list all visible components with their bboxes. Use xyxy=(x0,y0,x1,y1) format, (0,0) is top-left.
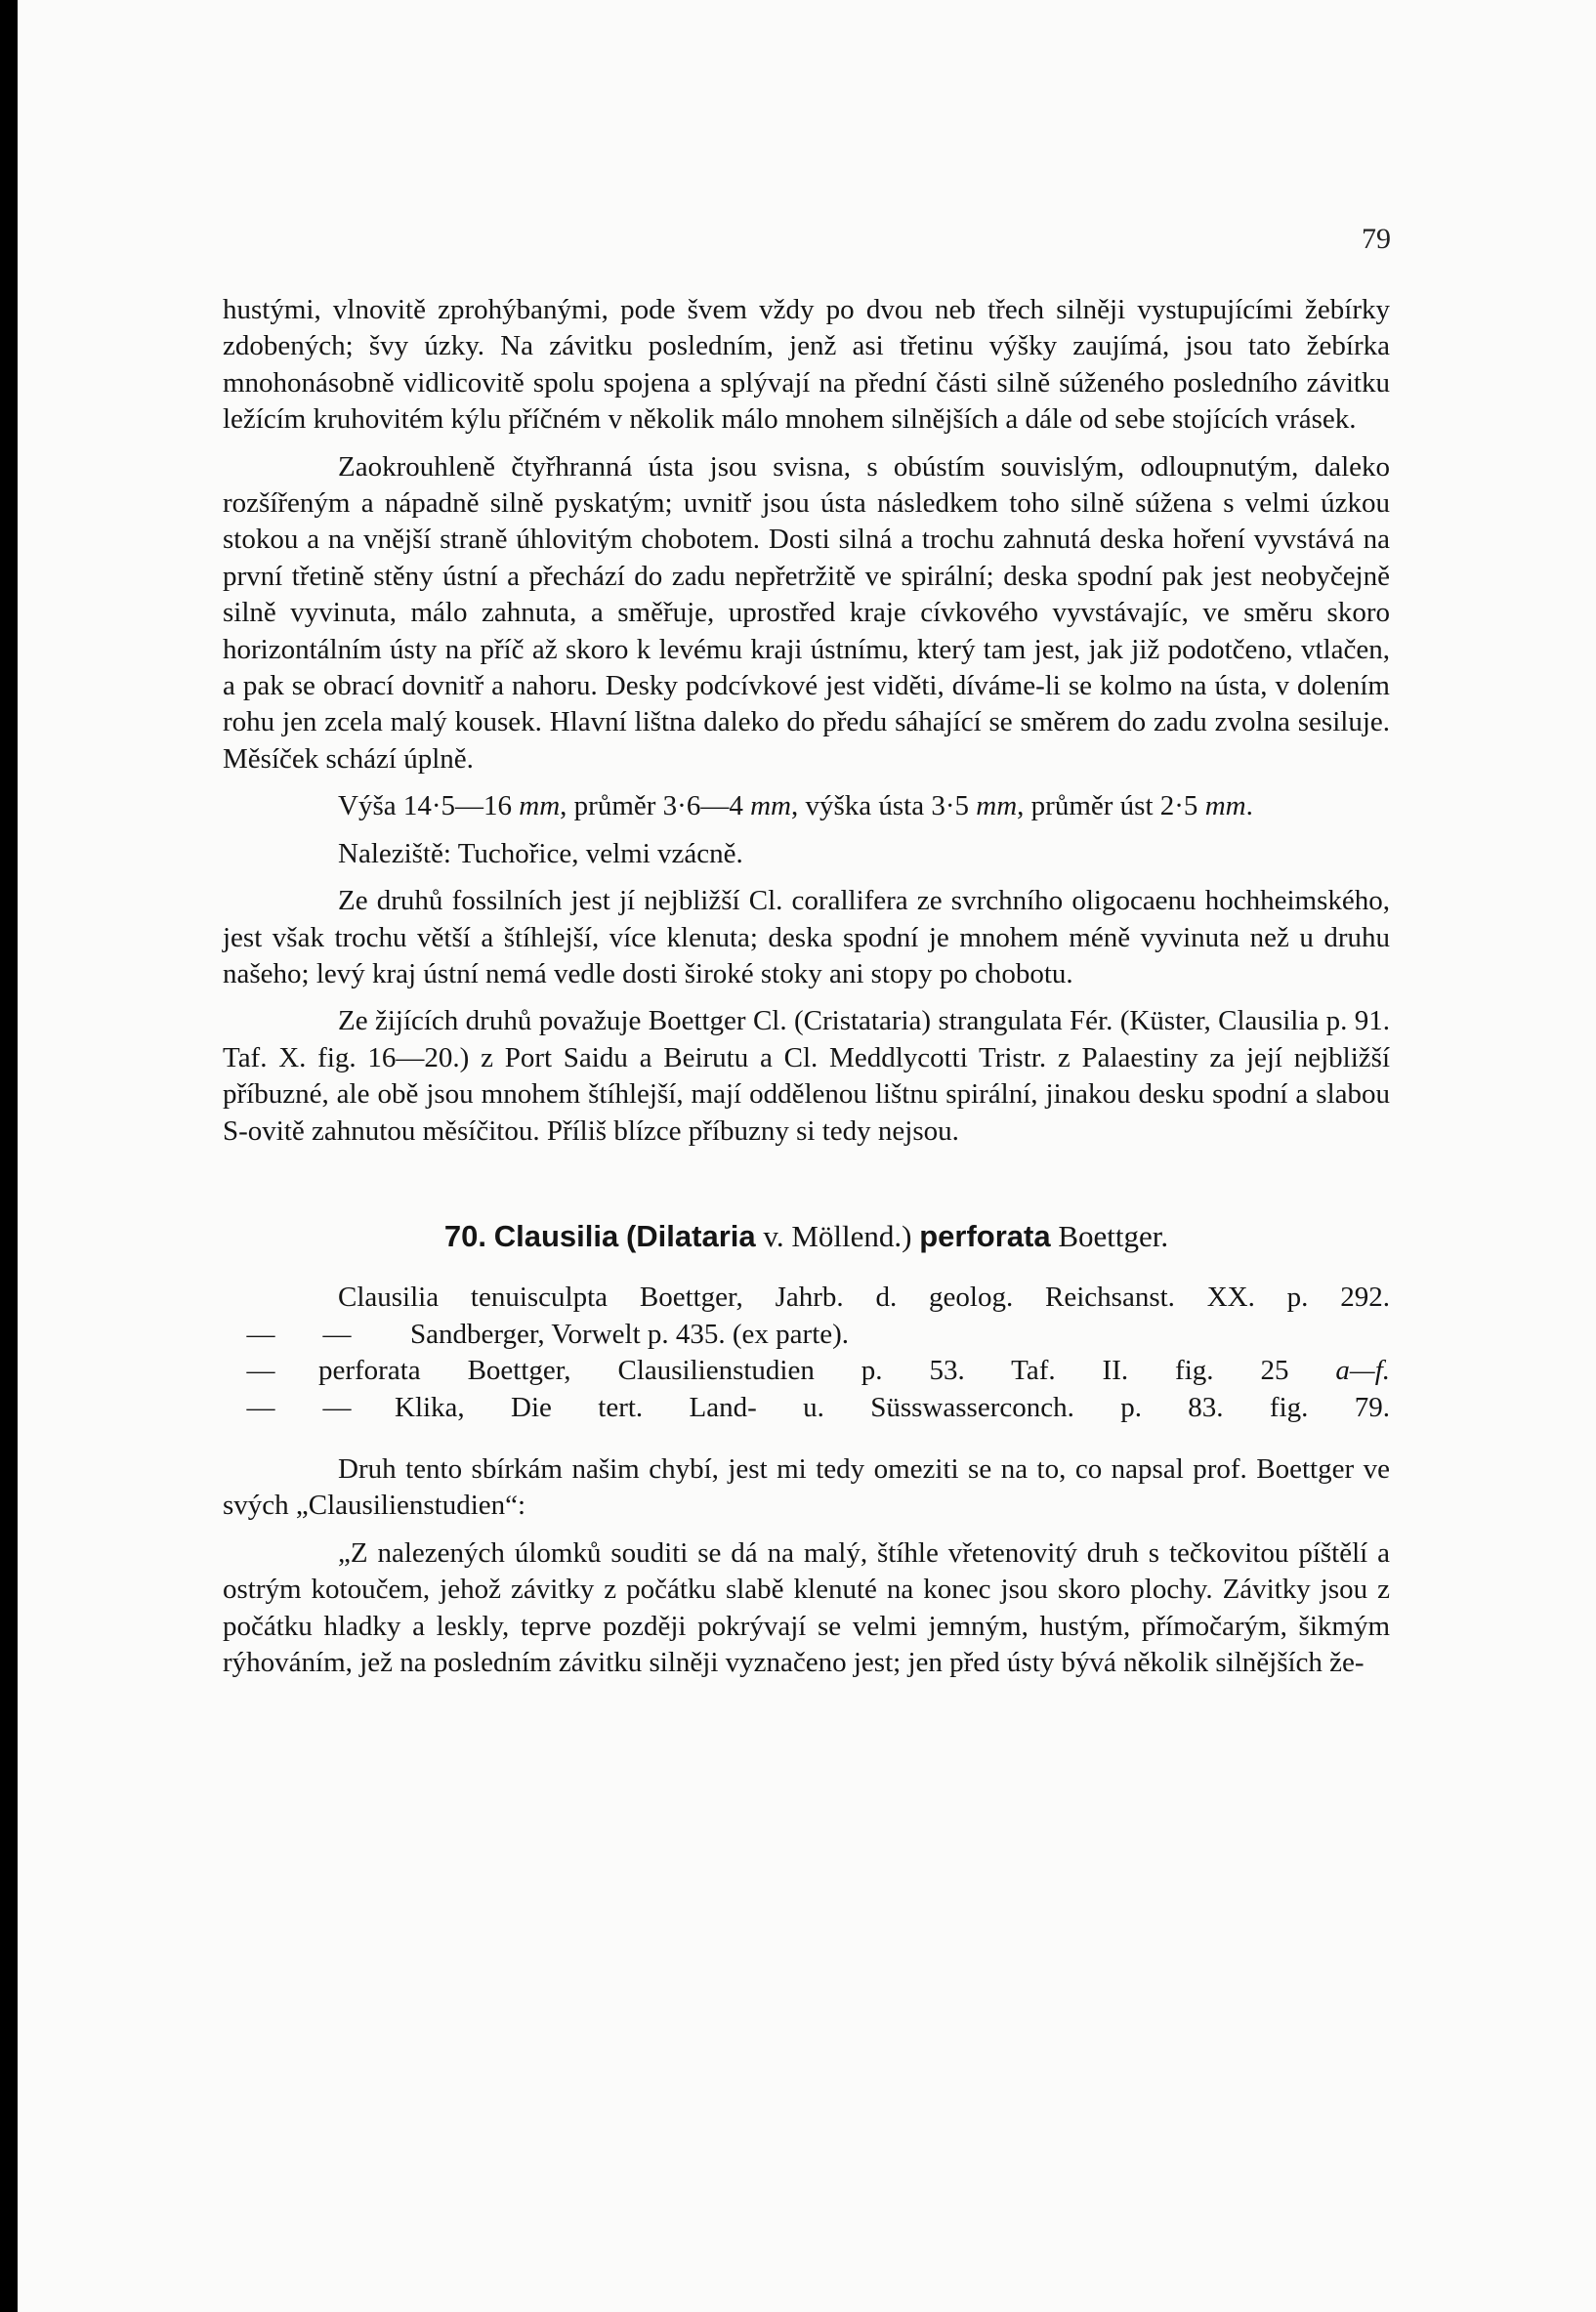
synonymy-text: Sandberger, Vorwelt p. 435. (ex parte). xyxy=(410,1318,850,1350)
synonymy-text: Klika, Die tert. Land- u. Süsswasserconch. p. 83. fig. 79. xyxy=(395,1391,1390,1423)
label-mouth-height: výška ústa xyxy=(805,790,925,822)
synonymy-text xyxy=(318,1353,1390,1389)
figure-range: a—f. xyxy=(1335,1355,1391,1387)
label-diameter: průměr xyxy=(573,790,656,822)
synonymy-entry xyxy=(223,1353,1390,1389)
species-heading xyxy=(223,1218,1390,1254)
synonymy-entry xyxy=(223,1317,1390,1353)
body-text xyxy=(223,292,1390,1692)
mouth-diameter-value: 2·5 xyxy=(1159,790,1198,822)
synonymy-entry xyxy=(223,1390,1390,1426)
subgenus-author: v. Möllend.) xyxy=(763,1218,912,1253)
mouth-height-value: 3·5 xyxy=(931,790,970,822)
ditto-dash: — xyxy=(322,1318,352,1350)
document-page xyxy=(18,0,1596,2312)
paragraph-measurements: Výša 14·5—16 mm, průměr 3·6—4 mm, výška ústa 3·5 mm, průměr úst 2·5 mm. xyxy=(338,790,1253,822)
ditto-dash: — xyxy=(246,1318,275,1350)
paragraph-fossil-comparison: Ze druhů fossilních jest jí nejbližší Cl. corallifera ze svrchního oligocaenu hochheimského, jest však trochu větší a štíhlejší, více klenuta; deska spodní je mnohem méně vyvinuta než u druhu našeho; levý kraj ústní nemá vedle dosti široké stoky ani stopy po chobotu. xyxy=(223,885,1390,989)
species-number: 70. xyxy=(443,1218,486,1253)
unit-mm: mm xyxy=(519,790,561,822)
unit-mm: mm xyxy=(1204,790,1246,822)
unit-mm: mm xyxy=(750,790,791,822)
diameter-value: 3·6—4 xyxy=(662,790,743,822)
height-value: 14·5—16 xyxy=(402,790,513,822)
genus-name: Clausilia xyxy=(493,1218,619,1253)
synonymy-list xyxy=(223,1280,1390,1426)
label-height: Výša xyxy=(338,790,397,822)
locality-label: Naleziště: xyxy=(338,837,451,869)
paragraph-aperture-description: Zaokrouhleně čtyřhranná ústa jsou svisna, s obústím souvislým, odloupnutým, daleko rozšířeným a nápadně silně pyskatým; uvnitř jsou ústa následkem toho silně súžena s velmi úzkou stokou a na vnější straně úhlovitým chobotem. Dosti silná a trochu zahnutá deska hoření vyvstává na první třetině stěny ústní a přechází do zadu nepřetržitě ve spirální; deska spodní pak jest neobyčejně silně vyvinuta, málo zahnuta, a směřuje, uprostřed kraje cívkového vyvstávajíc, ve směru skoro horizontálním ústy na příč až skoro k levému kraji ústnímu, který tam jest, jak již podotčeno, vtlačen, a pak se obrací dovnitř a nahoru. Desky podcívkové jest viděti, díváme-li se kolmo na ústa, v dolením rohu jen zcela malý kousek. Hlavní lištna daleko do předu sáhající se směrem do zadu zvolna sesiluje. Měsíček schází úplně. xyxy=(223,450,1390,775)
ditto-dash: — xyxy=(322,1391,352,1423)
paragraph-locality xyxy=(223,836,1390,872)
species-name: perforata xyxy=(919,1218,1051,1253)
synonymy-entry xyxy=(223,1280,1390,1316)
ditto-dash: — xyxy=(246,1355,275,1387)
paragraph-living-comparison: Ze žijících druhů považuje Boettger Cl. (Cristataria) strangulata Fér. (Küster, Clausilia p. 91. Taf. X. fig. 16—20.) z Port Saidu a Beirutu a Cl. Meddlycotti Tristr. z Palaestiny za její nejbližší příbuzné, ale obě jsou mnohem štíhlejší, mají oddělenou lištnu spirální, jinakou desku spodní a slabou S-ovitě zahnutou měsíčitou. Příliš blízce příbuzny si tedy nejsou. xyxy=(223,1005,1390,1147)
synonymy-citation: perforata Boettger, Clausilienstudien p. 53. Taf. II. fig. 25 xyxy=(318,1355,1289,1387)
unit-mm: mm xyxy=(976,790,1018,822)
species-author: Boettger. xyxy=(1058,1218,1169,1253)
subgenus-name: (Dilataria xyxy=(625,1218,756,1253)
locality-value: Tuchořice, velmi vzácně. xyxy=(457,837,743,869)
label-mouth-diameter: průměr úst xyxy=(1030,790,1154,822)
paragraph-shell-description: hustými, vlnovitě zprohýbanými, pode švem vždy po dvou neb třech silněji vystupujícími žebírky zdobených; švy úzky. Na závitku posledním, jenž asi třetinu výšky zaujímá, jsou tato žebírka mnohonásobně vidlicovitě spolu spojena a splývají na přední části silně súženého posledního závitku ležícím kruhovitém kýlu příčném v několik málo mnohem silnějších a dále od sebe stojících vrásek. xyxy=(223,294,1390,436)
page-number: 79 xyxy=(1362,223,1391,255)
synonymy-text: Clausilia tenuisculpta Boettger, Jahrb. d. geolog. Reichsanst. XX. p. 292. xyxy=(338,1282,1390,1314)
paragraph-collection-note: Druh tento sbírkám našim chybí, jest mi tedy omeziti se na to, co napsal prof. Boettger ve svých „Clausilienstudien“: xyxy=(223,1452,1390,1522)
paragraph-quotation: „Z nalezených úlomků souditi se dá na malý, štíhle vřetenovitý druh s tečkovitou píštělí a ostrým kotoučem, jehož závitky z počátku slabě klenuté na konec jsou skoro plochy. Závitky jsou z počátku hladky a leskly, teprve později pokrývají se velmi jemným, hustým, přímočarým, šikmým rýhováním, jež na posledním závitku silněji vyznačeno jest; jen před ústy bývá několik silnějších že- xyxy=(223,1536,1390,1678)
ditto-dash: — xyxy=(246,1391,275,1423)
